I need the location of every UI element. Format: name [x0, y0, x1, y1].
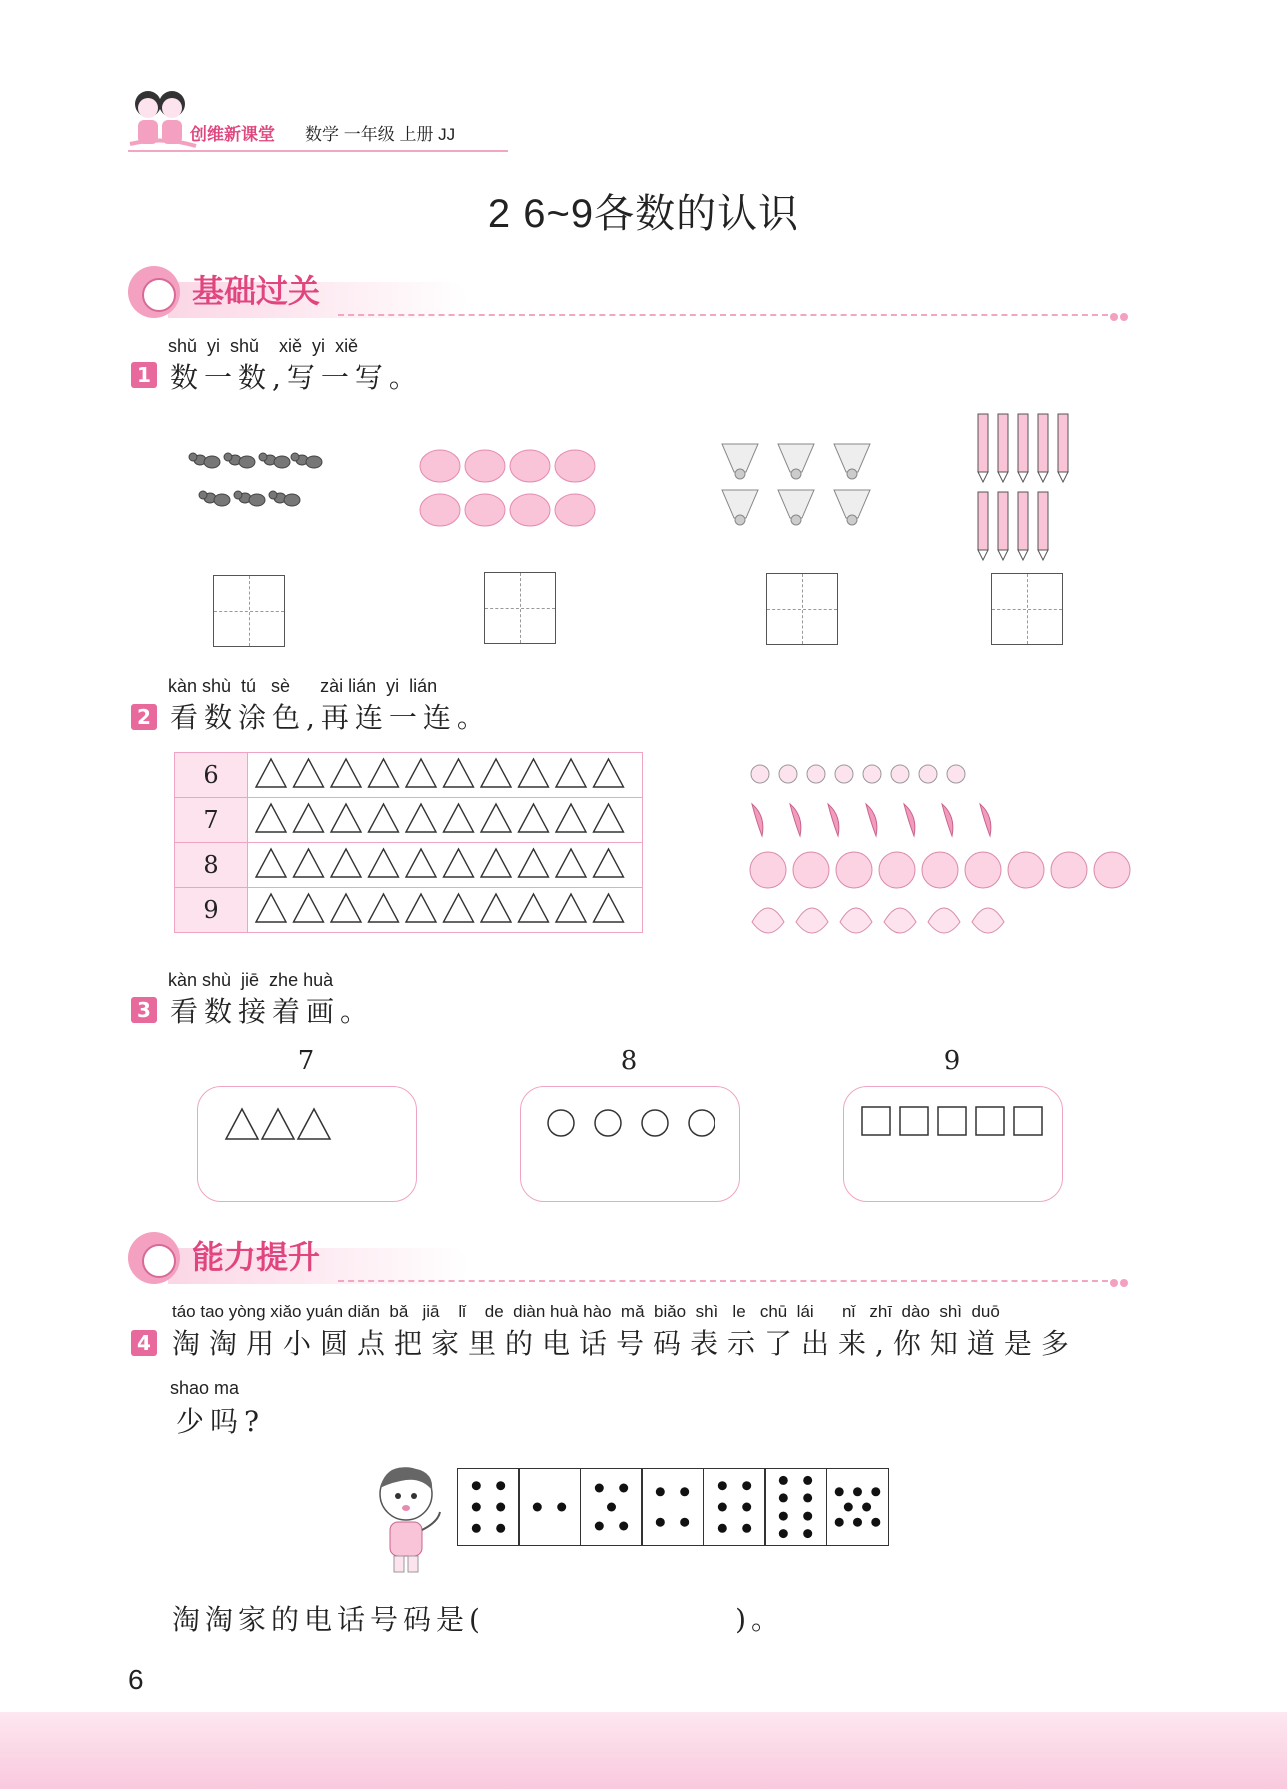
triangle-icon[interactable]: [369, 849, 399, 877]
triangle-icon[interactable]: [444, 849, 474, 877]
triangle-icon[interactable]: [406, 804, 436, 832]
ant-icon: [189, 453, 322, 506]
q3-text: 看数接着画。: [170, 995, 375, 1028]
chili-icon: [752, 804, 991, 836]
section-banner-basic: [128, 262, 1128, 322]
teacher-badge-icon: [128, 266, 180, 318]
triangle-icon[interactable]: [481, 849, 511, 877]
dot: [594, 1522, 603, 1531]
dot: [471, 1481, 480, 1490]
dot-card: [457, 1468, 520, 1546]
triangle-icon[interactable]: [594, 894, 624, 922]
triangle-icon[interactable]: [294, 849, 324, 877]
answer-box-ants[interactable]: [213, 575, 285, 647]
dot: [803, 1476, 812, 1485]
q1-pinyin: shǔ yi shǔ xiě yi xiě: [168, 336, 359, 356]
grandpa-badge-icon: [128, 1232, 180, 1284]
dot-card: [580, 1468, 643, 1546]
q3-number: 3: [131, 997, 157, 1023]
triangle-icon[interactable]: [556, 804, 586, 832]
boy-icon: [366, 1460, 448, 1576]
section-title-advanced: 能力提升: [192, 1238, 321, 1276]
triangle-icon[interactable]: [594, 804, 624, 832]
ant-group: [180, 440, 330, 530]
q2-number: 2: [131, 704, 157, 730]
q1-number: 1: [131, 362, 157, 388]
triangle-icon[interactable]: [256, 759, 286, 787]
circle-icon: [545, 1105, 715, 1145]
dot: [717, 1503, 726, 1512]
pencil-icon: [978, 414, 1068, 560]
dot: [656, 1487, 665, 1496]
triangle-icon[interactable]: [444, 759, 474, 787]
dot-card: [518, 1468, 581, 1546]
strawberry-icon: [420, 450, 595, 526]
dot: [871, 1487, 880, 1496]
q2-pinyin: kàn shù tú sè zài lián yi lián: [168, 676, 438, 696]
dot-card: [703, 1468, 766, 1546]
dot: [742, 1481, 751, 1490]
pencil-group: [976, 410, 1076, 570]
triangle-icon[interactable]: [481, 894, 511, 922]
strawberry-group: [418, 446, 618, 532]
dot: [779, 1476, 788, 1485]
triangle-icon[interactable]: [519, 849, 549, 877]
dot: [871, 1518, 880, 1527]
dot: [779, 1512, 788, 1521]
triangle-icon[interactable]: [294, 759, 324, 787]
dot: [619, 1484, 628, 1493]
dot: [779, 1493, 788, 1502]
apple-icon: [750, 852, 1130, 888]
dot: [496, 1503, 505, 1512]
q4-text-2: 少吗?: [176, 1405, 266, 1438]
dot: [803, 1493, 812, 1502]
triangle-table: [174, 752, 643, 933]
triangle-icon[interactable]: [594, 759, 624, 787]
drawing-frame-squares[interactable]: [843, 1086, 1063, 1202]
triangle-icon[interactable]: [256, 849, 286, 877]
triangle-icon[interactable]: [444, 894, 474, 922]
triangle-icon[interactable]: [369, 894, 399, 922]
footer-band: [0, 1712, 1287, 1789]
header-divider: [128, 150, 508, 152]
brand-name: 创维新课堂: [190, 125, 275, 144]
matching-pictures: [748, 760, 1148, 946]
dot: [862, 1503, 871, 1512]
dot: [607, 1503, 616, 1512]
triangle-icon[interactable]: [519, 894, 549, 922]
row-number: 8: [175, 843, 248, 888]
banner-dashed-line: [338, 1280, 1108, 1282]
q4-text: 淘淘用小圆点把家里的电话号码表示了出来,你知道是多: [172, 1327, 1078, 1360]
drawing-frame-triangles[interactable]: [197, 1086, 417, 1202]
dot: [594, 1484, 603, 1493]
triangle-icon[interactable]: [369, 759, 399, 787]
answer-box-shuttlecocks[interactable]: [766, 573, 838, 645]
triangle-icon: [224, 1105, 334, 1145]
triangle-icon[interactable]: [444, 804, 474, 832]
triangle-row[interactable]: [248, 843, 643, 888]
dot: [680, 1518, 689, 1527]
triangle-row[interactable]: [248, 888, 643, 933]
triangle-icon[interactable]: [406, 849, 436, 877]
dot: [803, 1529, 812, 1538]
triangle-icon[interactable]: [331, 804, 361, 832]
dot: [853, 1487, 862, 1496]
dot: [471, 1503, 480, 1512]
dot-card: [764, 1468, 827, 1546]
phone-answer-line[interactable]: 淘淘家的电话号码是( )。: [172, 1603, 785, 1636]
triangle-icon[interactable]: [594, 849, 624, 877]
triangle-icon[interactable]: [331, 894, 361, 922]
square-icon: [860, 1105, 1050, 1141]
triangle-icon[interactable]: [406, 894, 436, 922]
dot-card: [826, 1468, 889, 1546]
q3-pinyin: kàn shù jiē zhe huà: [168, 970, 334, 990]
triangle-icon[interactable]: [406, 759, 436, 787]
q4-pinyin: táo tao yòng xiǎo yuán diǎn bǎ jiā lǐ de diàn huà hào mǎ biǎo shì le chū lái nǐ zhī dào shì duō: [172, 1302, 1000, 1321]
triangle-icon[interactable]: [481, 804, 511, 832]
row-number: 9: [175, 888, 248, 933]
dot: [496, 1524, 505, 1533]
page-number: 6: [128, 1664, 144, 1695]
dot: [557, 1503, 566, 1512]
banner-dots: [1110, 306, 1134, 320]
dot: [803, 1512, 812, 1521]
banner-dashed-line: [338, 314, 1108, 316]
book-info: 数学 一年级 上册 JJ: [305, 125, 456, 144]
section-banner-advanced: [128, 1228, 1128, 1288]
triangle-icon[interactable]: [294, 804, 324, 832]
frame-target-8: 8: [620, 1046, 638, 1076]
dot: [717, 1481, 726, 1490]
dot: [843, 1503, 852, 1512]
peach-icon: [752, 908, 1004, 933]
triangle-icon[interactable]: [256, 804, 286, 832]
triangle-icon[interactable]: [481, 759, 511, 787]
triangle-icon[interactable]: [556, 849, 586, 877]
q4-number: 4: [131, 1330, 157, 1356]
table-row: [175, 753, 643, 798]
q1-text: 数一数,写一写。: [170, 361, 423, 394]
dot: [779, 1529, 788, 1538]
table-row: [175, 888, 643, 933]
banner-dots: [1110, 1272, 1134, 1286]
q2-text: 看数涂色,再连一连。: [170, 701, 491, 734]
triangle-icon[interactable]: [556, 894, 586, 922]
triangle-icon[interactable]: [556, 759, 586, 787]
dot: [834, 1518, 843, 1527]
triangle-icon[interactable]: [294, 894, 324, 922]
frame-target-9: 9: [943, 1046, 961, 1076]
dot: [680, 1487, 689, 1496]
triangle-icon[interactable]: [331, 849, 361, 877]
triangle-icon[interactable]: [256, 894, 286, 922]
shuttlecock-icon: [722, 444, 870, 525]
row-number: 6: [175, 753, 248, 798]
page-title: 2 6~9各数的认识: [487, 192, 800, 236]
dot-card: [641, 1468, 704, 1546]
dot: [656, 1518, 665, 1527]
triangle-icon[interactable]: [519, 804, 549, 832]
q4-pinyin-2: shao ma: [170, 1378, 240, 1398]
section-title-basic: 基础过关: [192, 272, 321, 310]
dot: [834, 1487, 843, 1496]
triangle-icon[interactable]: [331, 759, 361, 787]
drawing-frame-circles[interactable]: [520, 1086, 740, 1202]
answer-box-pencils[interactable]: [991, 573, 1063, 645]
dot: [533, 1503, 542, 1512]
frame-target-7: 7: [297, 1046, 315, 1076]
triangle-row[interactable]: [248, 753, 643, 798]
table-row: [175, 843, 643, 888]
shuttlecock-group: [720, 440, 880, 536]
triangle-icon[interactable]: [369, 804, 399, 832]
dot: [619, 1522, 628, 1531]
triangle-icon[interactable]: [519, 759, 549, 787]
dot: [717, 1524, 726, 1533]
dot: [742, 1524, 751, 1533]
dot: [853, 1518, 862, 1527]
table-row: [175, 798, 643, 843]
row-number: 7: [175, 798, 248, 843]
triangle-row[interactable]: [248, 798, 643, 843]
button-icon: [751, 765, 965, 783]
dot: [742, 1503, 751, 1512]
dot: [496, 1481, 505, 1490]
answer-box-strawberries[interactable]: [484, 572, 556, 644]
phone-dice-row: [458, 1468, 889, 1546]
dot: [471, 1524, 480, 1533]
